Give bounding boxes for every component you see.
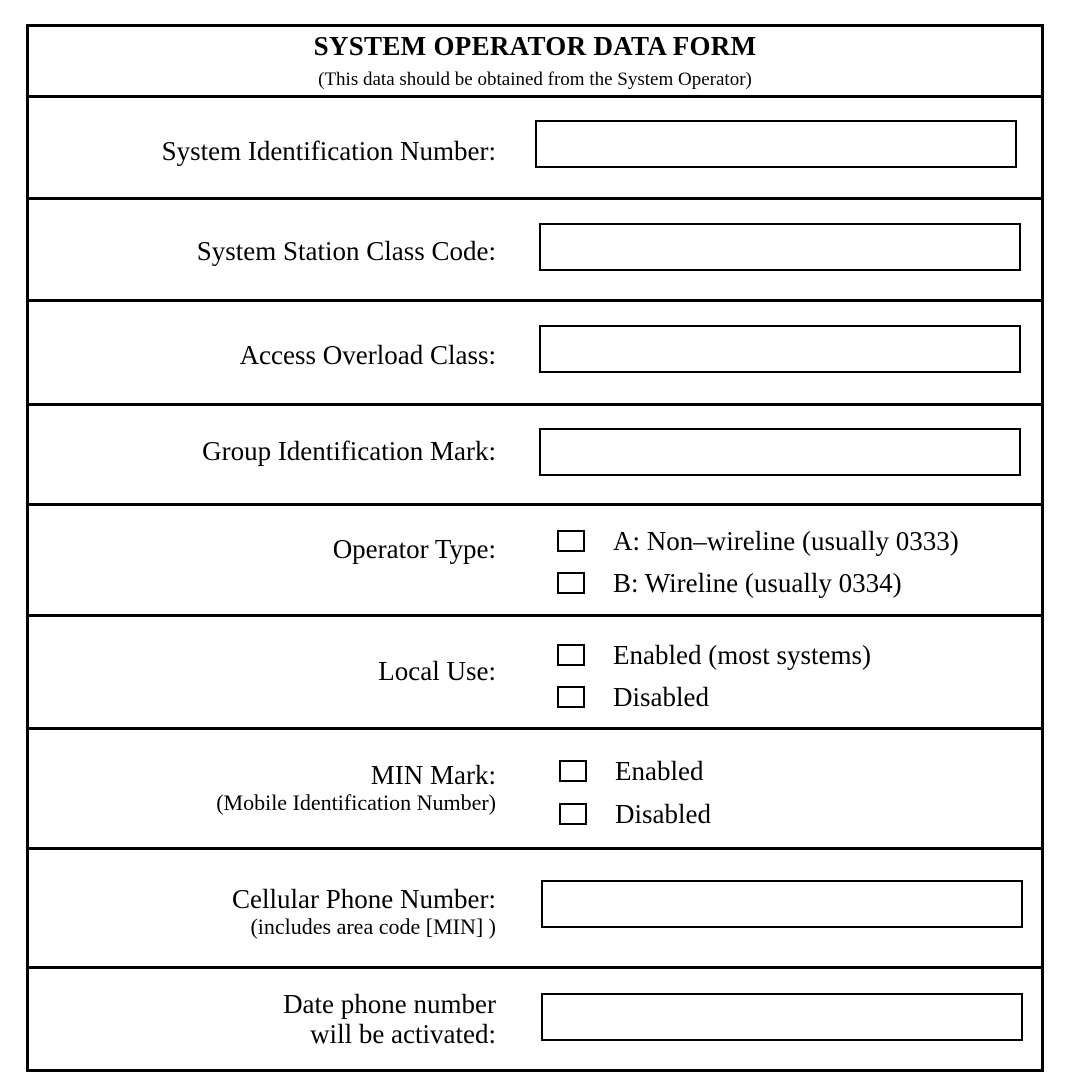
row-station-class — [29, 200, 1041, 302]
operator-b-label: B: Wireline (usually 0334) — [613, 567, 902, 598]
min-disabled-label: Disabled — [615, 798, 711, 829]
phone-number-sublabel: (includes area code [MIN] ) — [250, 914, 496, 939]
system-id-label: System Identification Number: — [161, 136, 496, 166]
min-mark-label-group — [216, 760, 496, 816]
overload-class-input[interactable] — [539, 325, 1021, 373]
activation-date-label-line1: Date phone number — [283, 989, 496, 1019]
min-mark-option-disabled[interactable] — [559, 799, 711, 829]
activation-date-input[interactable] — [541, 993, 1023, 1041]
station-class-input[interactable] — [539, 223, 1021, 271]
local-use-label: Local Use: — [378, 656, 496, 686]
group-mark-input[interactable] — [539, 428, 1021, 476]
min-mark-label: MIN Mark: — [370, 760, 496, 790]
group-mark-label: Group Identification Mark: — [202, 436, 496, 466]
row-activation-date — [29, 969, 1041, 1072]
overload-class-label: Access Overload Class: — [239, 340, 496, 370]
form-header — [29, 27, 1041, 98]
operator-type-option-a[interactable] — [557, 526, 959, 556]
system-operator-form — [26, 24, 1044, 1072]
activation-date-label-group — [283, 989, 496, 1049]
row-min-mark — [29, 730, 1041, 850]
phone-number-label: Cellular Phone Number: — [232, 884, 496, 914]
checkbox-operator-a[interactable] — [557, 530, 585, 552]
row-local-use — [29, 617, 1041, 730]
row-operator-type — [29, 506, 1041, 617]
row-phone-number — [29, 850, 1041, 969]
checkbox-local-disabled[interactable] — [557, 686, 585, 708]
checkbox-min-enabled[interactable] — [559, 760, 587, 782]
checkbox-operator-b[interactable] — [557, 572, 585, 594]
row-group-mark — [29, 406, 1041, 506]
phone-number-input[interactable] — [541, 880, 1023, 928]
form-subtitle: (This data should be obtained from the System Operator) — [318, 69, 752, 90]
local-use-option-enabled[interactable] — [557, 640, 871, 670]
form-title: SYSTEM OPERATOR DATA FORM — [313, 31, 757, 61]
operator-type-label: Operator Type: — [332, 534, 496, 564]
station-class-label: System Station Class Code: — [196, 236, 496, 266]
local-disabled-label: Disabled — [613, 681, 709, 712]
system-id-input[interactable] — [535, 120, 1017, 168]
row-system-id — [29, 98, 1041, 200]
operator-a-label: A: Non–wireline (usually 0333) — [613, 525, 959, 556]
local-use-option-disabled[interactable] — [557, 682, 709, 712]
checkbox-local-enabled[interactable] — [557, 644, 585, 666]
phone-number-label-group — [232, 884, 496, 940]
local-enabled-label: Enabled (most systems) — [613, 639, 871, 670]
min-mark-sublabel: (Mobile Identification Number) — [216, 790, 496, 815]
activation-date-label-line2: will be activated: — [310, 1019, 496, 1049]
min-mark-option-enabled[interactable] — [559, 756, 703, 786]
min-enabled-label: Enabled — [615, 755, 704, 786]
operator-type-option-b[interactable] — [557, 568, 902, 598]
checkbox-min-disabled[interactable] — [559, 803, 587, 825]
row-overload-class — [29, 302, 1041, 406]
